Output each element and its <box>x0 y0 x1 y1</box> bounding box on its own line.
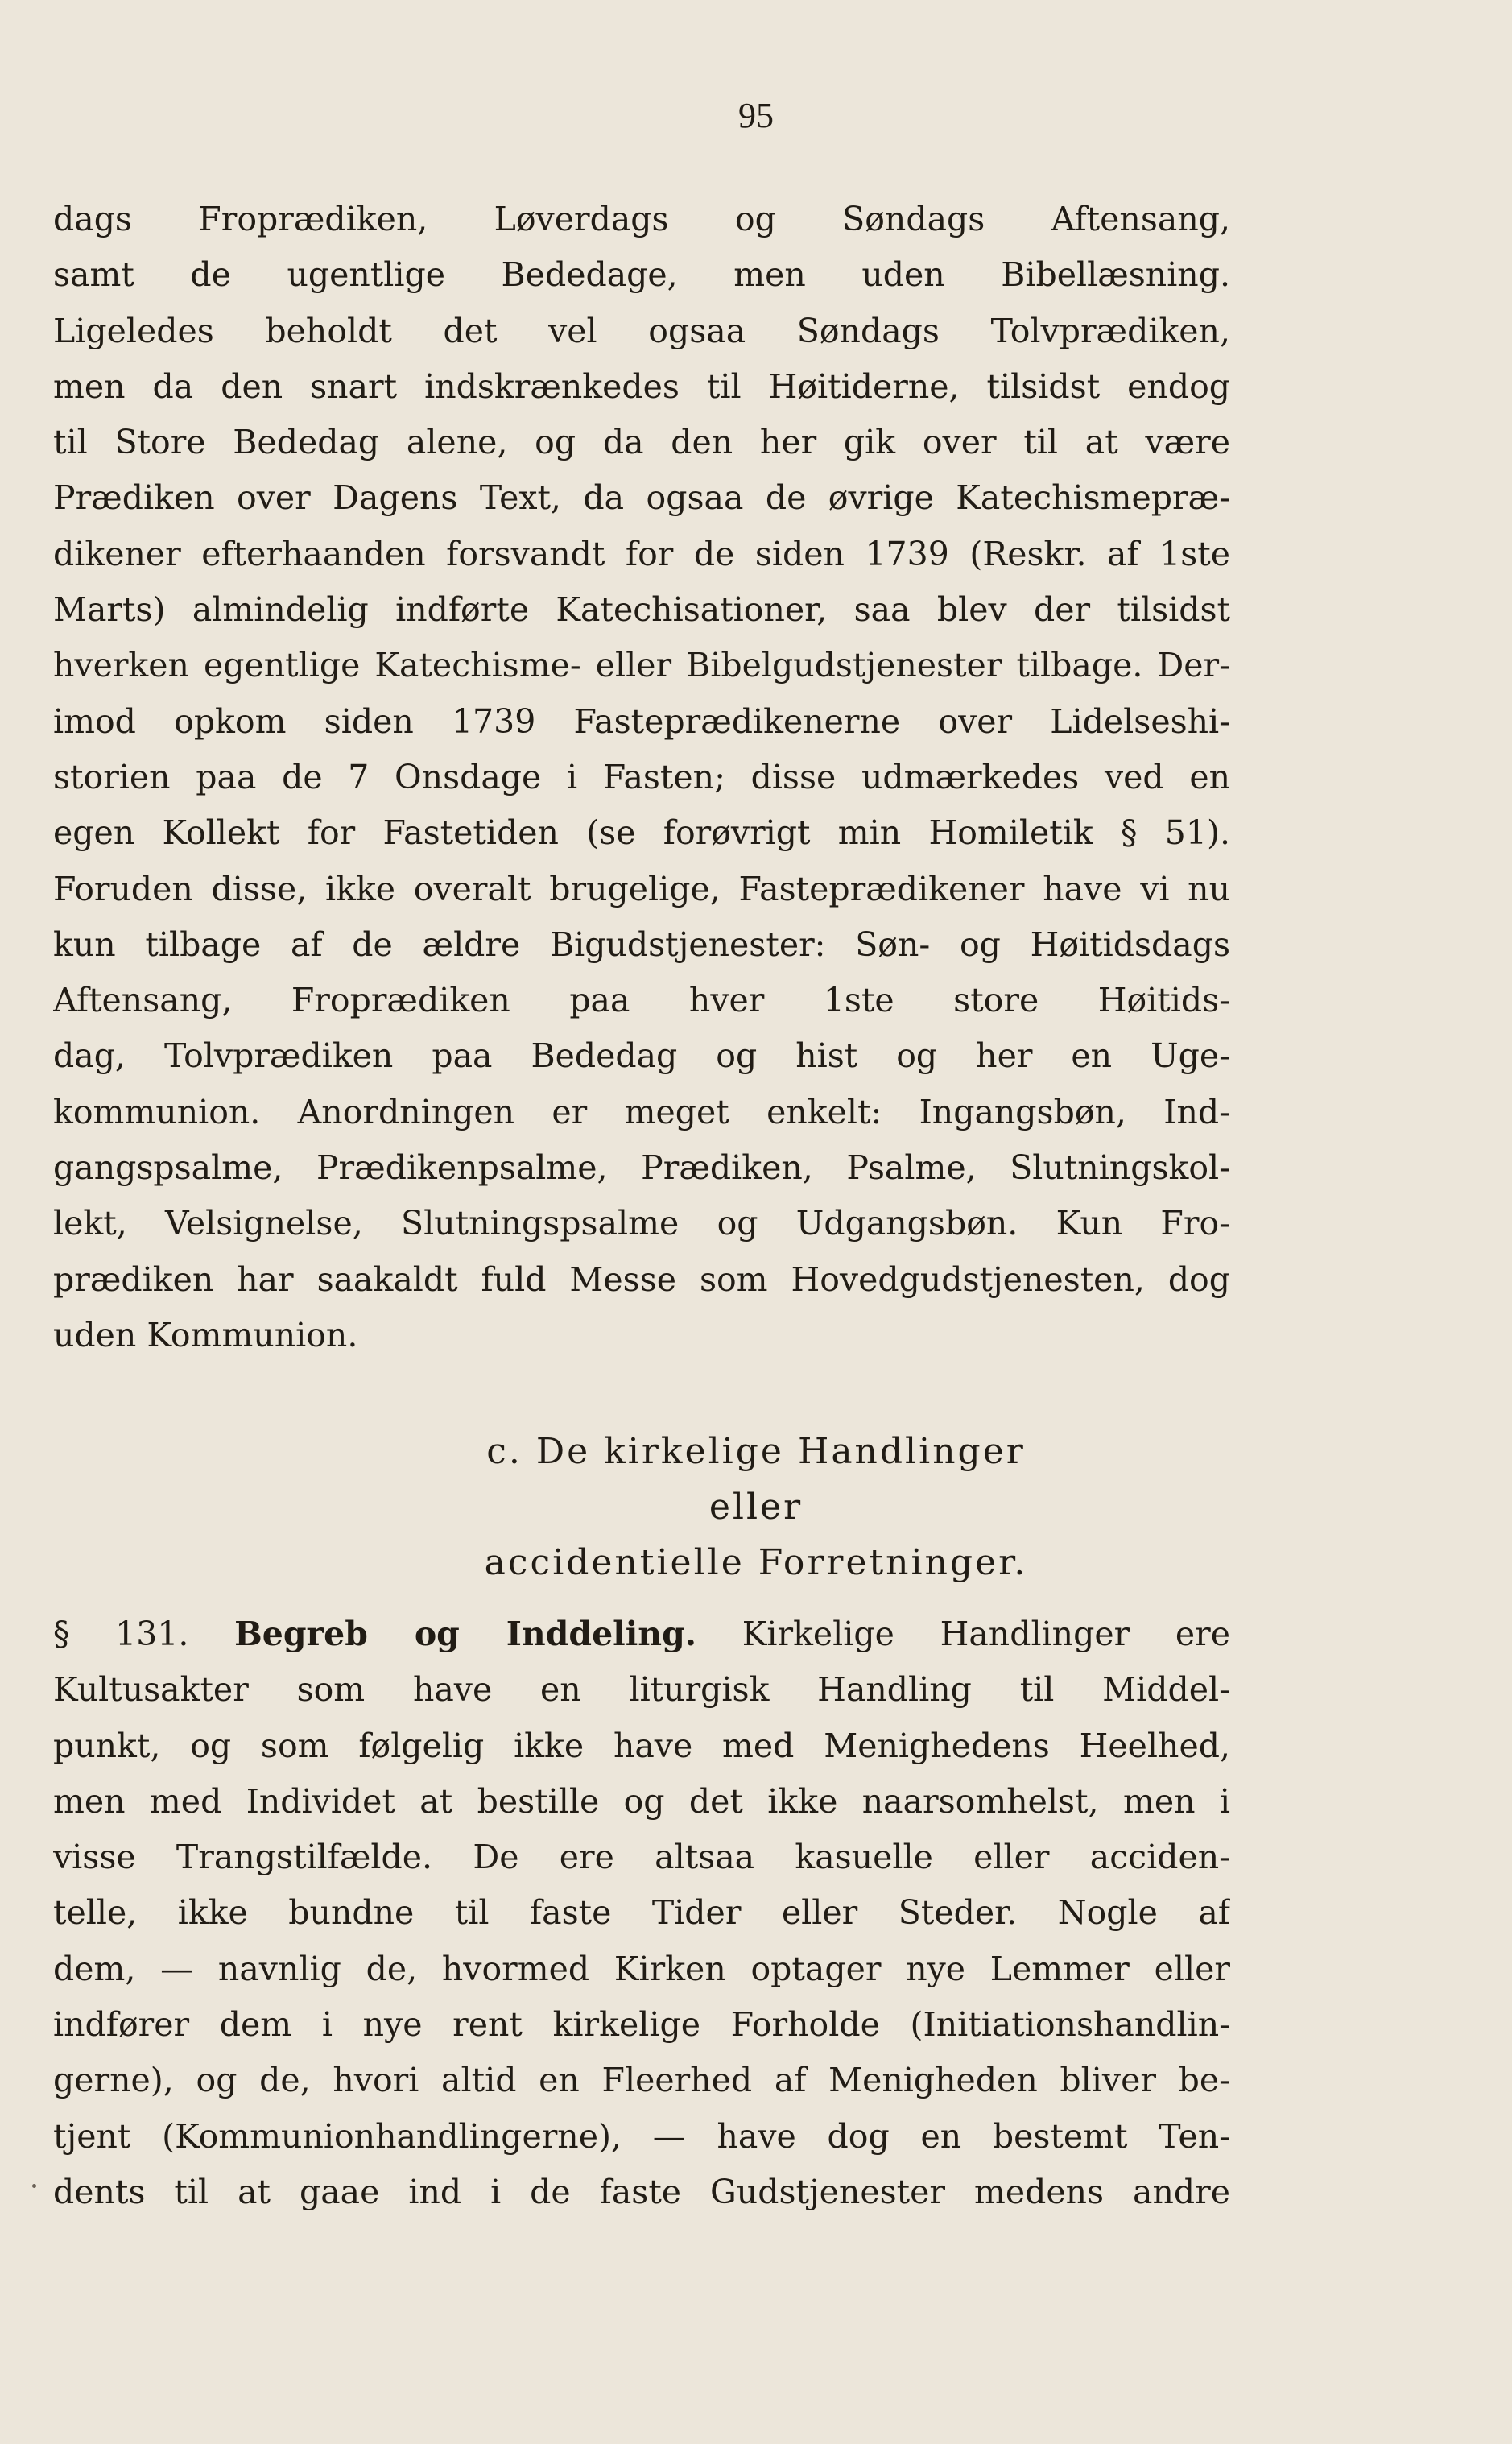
text-line: men da den snart indskrænkedes til Høitiderne, tilsidst endog <box>53 366 1230 406</box>
text-line: Prædiken over Dagens Text, da ogsaa de øvrige Katechismepræ- <box>53 478 1230 518</box>
text-line: kommunion. Anordningen er meget enkelt: Ingangsbøn, Ind- <box>53 1092 1230 1131</box>
margin-speck <box>32 2184 36 2188</box>
text-line: Marts) almindelig indførte Katechisationer, saa blev der tilsidst <box>53 590 1230 630</box>
text-line: til Store Bededag alene, og da den her gik over til at være <box>53 423 1230 462</box>
text-line: indfører dem i nye rent kirkelige Forholde (Initiationshandlin- <box>53 2005 1230 2045</box>
text-line: gerne), og de, hvori altid en Fleerhed af Menigheden bliver be- <box>53 2061 1230 2100</box>
text-line: dag, Tolvprædiken paa Bededag og hist og her en Uge- <box>53 1036 1230 1076</box>
text-line: Kultusakter som have en liturgisk Handling til Middel- <box>53 1670 1230 1710</box>
text-line: telle, ikke bundne til faste Tider eller Steder. Nogle af <box>53 1893 1230 1933</box>
section-title: Begreb og Inddeling. <box>234 1615 697 1653</box>
text-line: Aftensang, Froprædiken paa hver 1ste store Høitids- <box>53 981 1230 1020</box>
heading-line-3: accidentielle Forretninger. <box>484 1542 1028 1583</box>
text-line: gangspsalme, Prædikenpsalme, Prædiken, Psalme, Slutningskol- <box>53 1148 1230 1188</box>
paragraph-continuation <box>53 192 1230 1363</box>
page-number: 95 <box>738 96 774 135</box>
heading-line-1: c. De kirkelige Handlinger <box>486 1431 1026 1472</box>
text-line: kun tilbage af de ældre Bigudstjenester: Søn- og Høitidsdags <box>53 924 1230 964</box>
text-line: egen Kollekt for Fastetiden (se forøvrigt min Homiletik § 51). <box>53 813 1230 853</box>
text-line: lekt, Velsignelse, Slutningspsalme og Udgangsbøn. Kun Fro- <box>53 1204 1230 1243</box>
section-number: § 131. <box>53 1615 189 1653</box>
text-line: uden Kommunion. <box>53 1315 358 1354</box>
text-line: imod opkom siden 1739 Fasteprædikenerne over Lidelseshi- <box>53 701 1230 741</box>
text-line: Foruden disse, ikke overalt brugelige, Fasteprædikener have vi nu <box>53 869 1230 908</box>
text-line: dikener efterhaanden forsvandt for de siden 1739 (Reskr. af 1ste <box>53 534 1230 573</box>
text-line: dem, — navnlig de, hvormed Kirken optager nye Lemmer eller <box>53 1949 1230 1988</box>
text-line: samt de ugentlige Bededage, men uden Bibellæsning. <box>53 255 1230 295</box>
text-line: storien paa de 7 Onsdage i Fasten; disse udmærkedes ved en <box>53 757 1230 796</box>
section-131 <box>53 1607 1230 2220</box>
section-first-line-text: Kirkelige Handlinger ere <box>742 1615 1230 1653</box>
text-line: visse Trangstilfælde. De ere altsaa kasuelle eller acciden- <box>53 1838 1230 1877</box>
text-line: dents til at gaae ind i de faste Gudstjenester medens andre <box>53 2172 1230 2211</box>
text-line: Ligeledes beholdt det vel ogsaa Søndags Tolvprædiken, <box>53 311 1230 350</box>
text-line: hverken egentlige Katechisme- eller Bibelgudstjenester tilbage. Der- <box>53 646 1230 685</box>
section-first-line <box>53 1607 1230 1662</box>
text-line: prædiken har saakaldt fuld Messe som Hovedgudstjenesten, dog <box>53 1259 1230 1299</box>
text-line: tjent (Kommunionhandlingerne), — have dog en bestemt Ten- <box>53 2116 1230 2156</box>
text-line: men med Individet at bestille og det ikke naarsomhelst, men i <box>53 1781 1230 1821</box>
text-line: dags Froprædiken, Løverdags og Søndags Aftensang, <box>53 200 1230 238</box>
text-line: punkt, og som følgelig ikke have med Menighedens Heelhed, <box>53 1726 1230 1765</box>
section-heading <box>0 1424 1512 1590</box>
heading-line-2: eller <box>708 1487 804 1528</box>
